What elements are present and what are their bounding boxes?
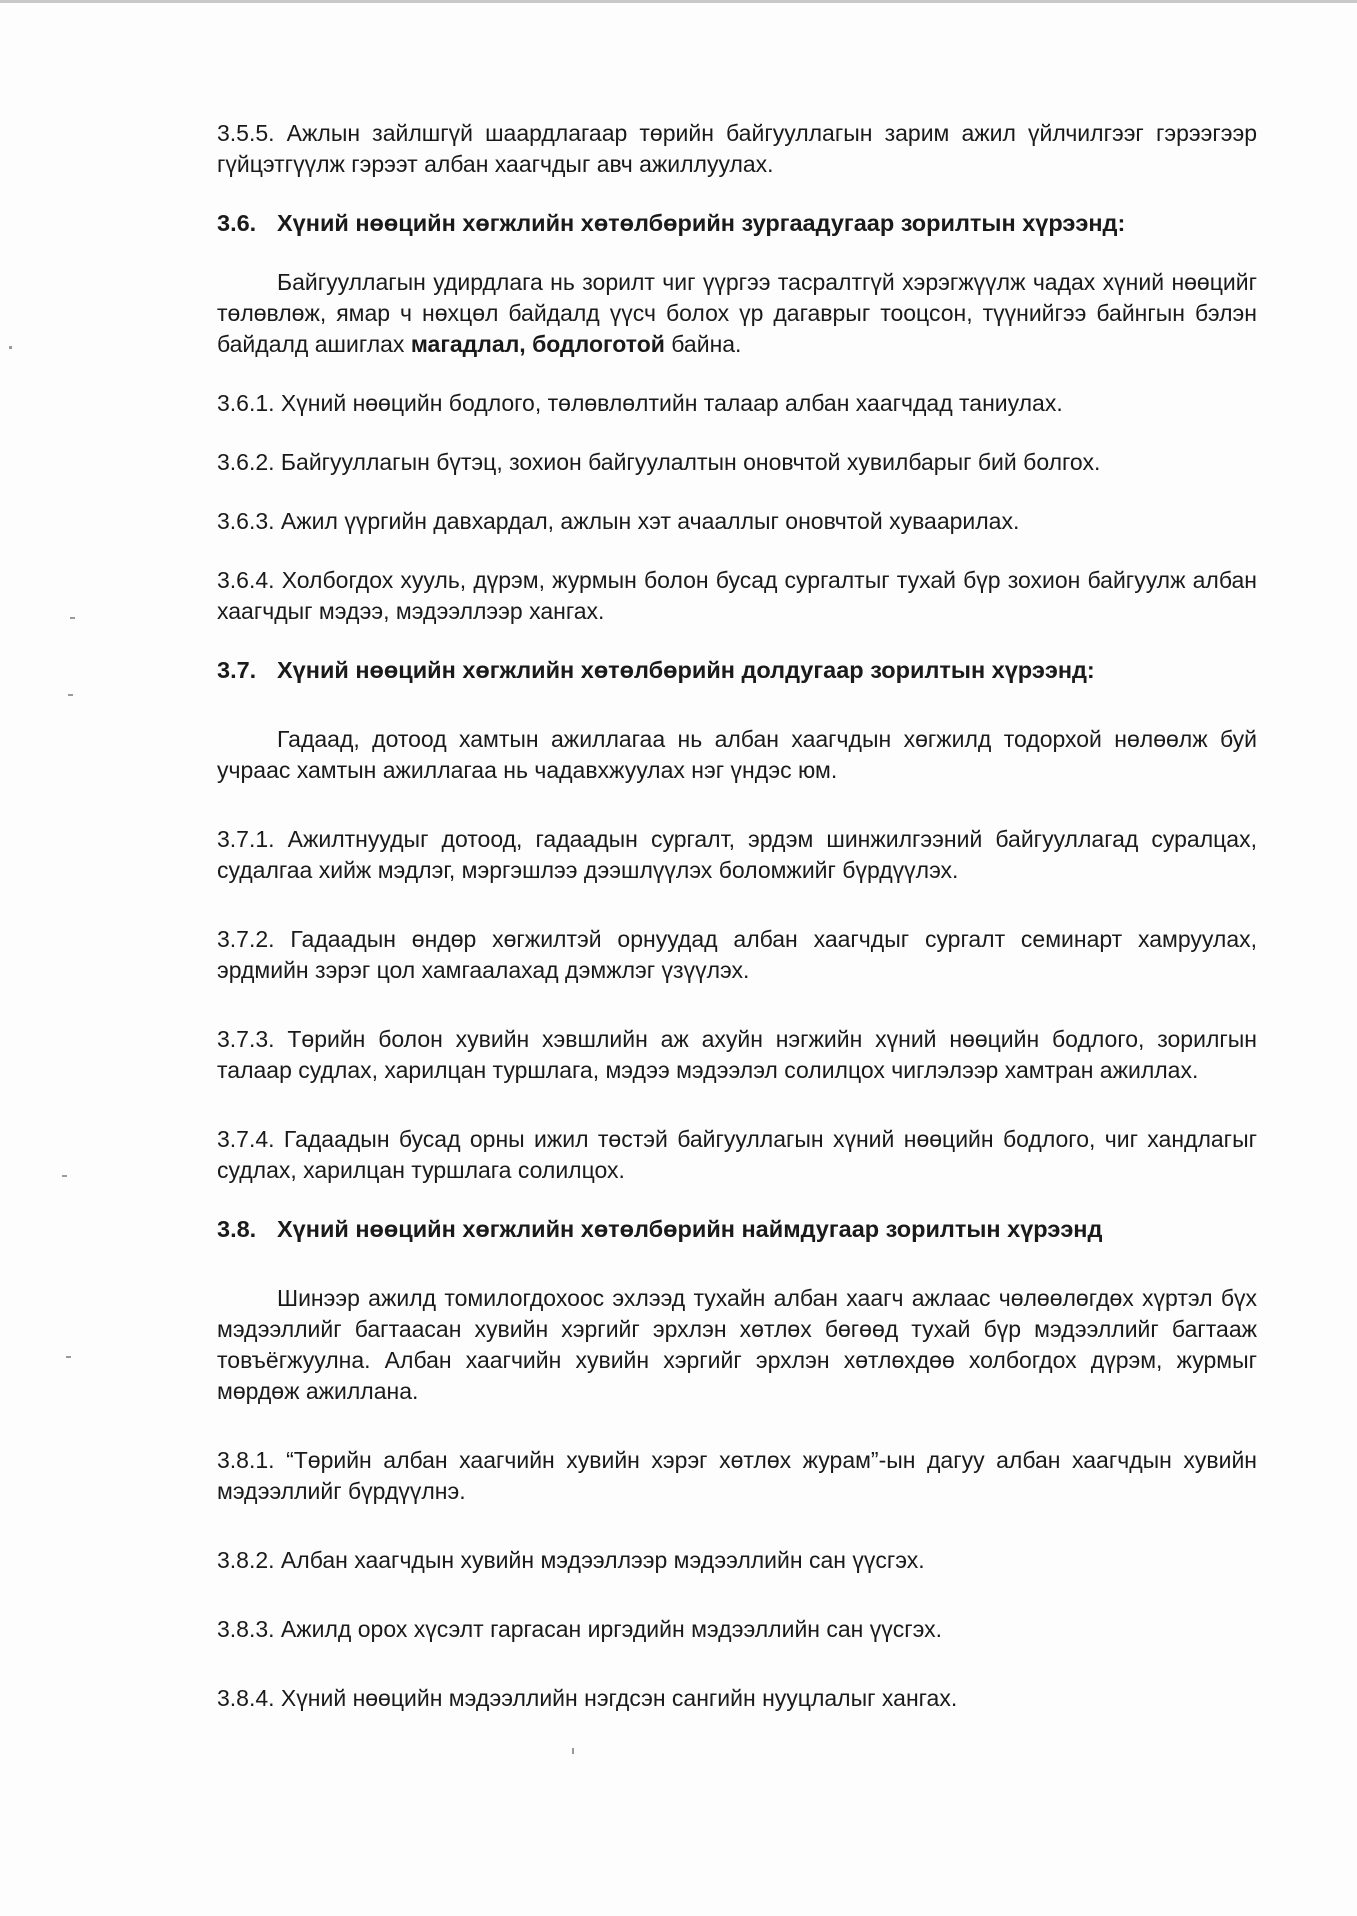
intro-3-6 [217, 267, 1257, 360]
paragraph-3-5-5: 3.5.5. Ажлын зайлшгүй шаардлагаар төрийн байгууллагын зарим ажил үйлчилгээг гэрээгээр гүйцэтгүүлж гэрээт албан хаагчдыг авч ажиллуулах. [217, 120, 1257, 177]
intro-3-6-part-b: байна. [664, 331, 742, 357]
paragraph-3-6-4: 3.6.4. Холбогдох хууль, дүрэм, журмын болон бусад сургалтыг тухай бүр зохион байгуулж албан хаагчдыг мэдээ, мэдээллээр хангах. [217, 567, 1257, 624]
scan-mark-4 [62, 1175, 67, 1177]
intro-3-7: Гадаад, дотоод хамтын ажиллагаа нь албан хаагчдын хөгжилд тодорхой нөлөөлж буй учраас хамтын ажиллагаа нь чадавхжуулах нэг үндэс юм. [217, 726, 1257, 783]
paragraph-3-8-3: 3.8.3. Ажилд орох хүсэлт гаргасан иргэдийн мэдээллийн сан үүсгэх. [217, 1616, 943, 1642]
paragraph-3-7-2: 3.7.2. Гадаадын өндөр хөгжилтэй орнуудад албан хаагчдыг сургалт семинарт хамруулах, эрдмийн зэрэг цол хамгаалахад дэмжлэг үзүүлэх. [217, 926, 1257, 983]
heading-3-6 [217, 208, 1257, 239]
paragraph-3-8-1: 3.8.1. “Төрийн албан хаагчийн хувийн хэрэг хөтлөх журам”-ын дагуу албан хаагчдын хувийн мэдээллийг бүрдүүлнэ. [217, 1447, 1257, 1504]
scan-mark-1 [9, 346, 12, 349]
paragraph-3-7-1: 3.7.1. Ажилтнуудыг дотоод, гадаадын сургалт, эрдэм шинжилгээний байгууллагад суралцах, судалгаа хийж мэдлэг, мэргэшлээ дээшлүүлэх боломжийг бүрдүүлэх. [217, 826, 1257, 883]
paragraph-3-6-3: 3.6.3. Ажил үүргийн давхардал, ажлын хэт ачааллыг оновчтой хуваарилах. [217, 508, 1020, 534]
paragraph-3-6-2: 3.6.2. Байгууллагын бүтэц, зохион байгуулалтын оновчтой хувилбарыг бий болгох. [217, 449, 1101, 475]
paragraph-3-6-1: 3.6.1. Хүний нөөцийн бодлого, төлөвлөлтийн талаар албан хаагчдад таниулах. [217, 390, 1063, 416]
scan-mark-5 [66, 1356, 71, 1358]
paragraph-3-8-2: 3.8.2. Албан хаагчдын хувийн мэдээллээр мэдээллийн сан үүсгэх. [217, 1547, 925, 1573]
heading-3-8-text: Хүний нөөцийн хөгжлийн хөтөлбөрийн наймдугаар зорилтын хүрээнд [277, 1216, 1103, 1242]
heading-3-7 [217, 655, 1257, 686]
paragraph-3-8-4: 3.8.4. Хүний нөөцийн мэдээллийн нэгдсэн сангийн нууцлалыг хангах. [217, 1685, 958, 1711]
scan-mark-2 [70, 617, 75, 619]
scan-mark-6 [572, 1748, 574, 1754]
heading-3-6-text: Хүний нөөцийн хөгжлийн хөтөлбөрийн зургаадугаар зорилтын хүрээнд: [277, 210, 1126, 236]
intro-3-8: Шинээр ажилд томилогдохоос эхлээд тухайн албан хаагч ажлаас чөлөөлөгдөх хүртэл бүх мэдээллийг багтаасан хувийн хэргийг эрхлэн хөтлөх бөгөөд тухай бүр мэдээллийг багтааж товъёгжуулна. Албан хаагчийн хувийн хэргийг эрхлэн хөтлөхдөө холбогдох дүрэм, журмыг мөрдөж ажиллана. [217, 1285, 1257, 1404]
heading-3-6-number: 3.6. [217, 210, 257, 236]
paragraph-3-7-4: 3.7.4. Гадаадын бусад орны ижил төстэй байгууллагын хүний нөөцийн бодлого, чиг хандлагыг судлах, харилцан туршлага солилцох. [217, 1126, 1257, 1183]
document-body [217, 118, 1257, 1714]
paragraph-3-7-3: 3.7.3. Төрийн болон хувийн хэвшлийн аж ахуйн нэгжийн хүний нөөцийн бодлого, зорилгын талаар судлах, харилцан туршлага, мэдээ мэдээлэл солилцох чиглэлээр хамтран ажиллах. [217, 1026, 1257, 1083]
intro-3-6-bold: магадлал, бодлоготой [410, 331, 665, 357]
heading-3-7-text: Хүний нөөцийн хөгжлийн хөтөлбөрийн долдугаар зорилтын хүрээнд: [277, 657, 1095, 683]
heading-3-8 [217, 1214, 1257, 1245]
heading-3-7-number: 3.7. [217, 657, 257, 683]
intro-3-6-part-a: Байгууллагын удирдлага нь зорилт чиг үүргээ тасралтгүй хэрэгжүүлж чадах хүний нөөцийг төлөвлөж, ямар ч нөхцөл байдалд үүсч болох үр дагаврыг тооцсон, түүнийгээ байнгын бэлэн байдалд ашиглах [217, 269, 1257, 357]
page-top-edge [0, 0, 1357, 3]
heading-3-8-number: 3.8. [217, 1216, 257, 1242]
scan-mark-3 [68, 694, 73, 696]
